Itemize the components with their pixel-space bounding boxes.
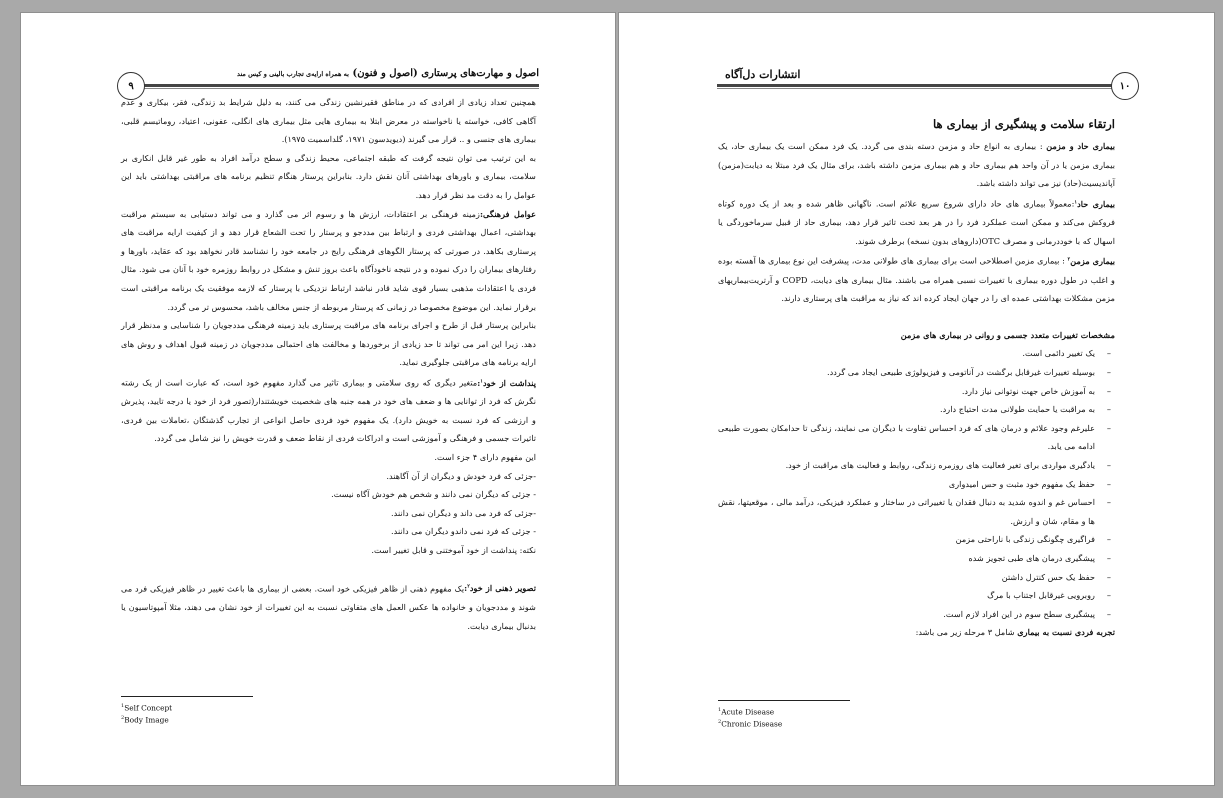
note: نکته: پنداشت از خود آموختنی و قابل تغییر است.	[371, 544, 536, 555]
header-rule	[135, 84, 539, 87]
paragraph-chronic: بیماری مزمن$^۲$ : بیماری مزمن اصطلاحی است برای بیماری های طولانی مدت، پیشرفت این نوع بیماری ها آهسته بوده و اغلب در طول دوره بیماری با تغییرات نسبی همراه می باشند. مثال بیماری های دیابت، COPD و آرتریت‌بیماریهای مزمن مشکلات بهداشتی عمده ای را در جهان ایجاد کرده اند که نیاز به مراقبت های پرستاری دارند.	[718, 256, 1115, 304]
list-item: – به آموزش خاص جهت نوتوانی نیاز دارد.	[718, 382, 1115, 401]
paragraph: همچنین تعداد زیادی از افرادی که در مناطق فقیرنشین زندگی می کنند، به دلیل شرایط بد زندگی، فقر، بیکاری و عدم آگاهی کافی، خواسته یا ناخواسته در معرض ابتلا به بیماری هایی مثل بیماری های انگلی، عفونی، اعتیاد، روماتیسم قلبی، بیماری های جنسی و .. قرار می گیرند (دیویدسون ۱۹۷۱، گلداسمیت ۱۹۷۵).	[121, 97, 536, 145]
header-rule	[717, 84, 1121, 87]
paragraph-body-image: تصویر ذهنی از خود$^۲$:یک مفهوم ذهنی از ظاهر فیزیکی خود است. بعضی از بیماری ها باعث تغییر در ظاهر فیزیکی فرد می شوند و مددجویان و خانواده ها عکس العمل های متفاوتی نسبت به این تغییرات از خود نشان می دهند، مثلا آمپوتاسیون یا بدنبال بیماری دیابت.	[121, 583, 536, 631]
footnote: $^2$Chronic Disease	[718, 719, 783, 729]
footnote-rule	[121, 696, 253, 697]
header-title	[237, 68, 539, 79]
footnote: $^2$Body Image	[121, 715, 169, 725]
paragraph-acute-chronic: بیماری حاد و مزمن : بیماری به انواع حاد و مزمن دسته بندی می گردد. یک فرد ممکن است یک بیماری حاد، یک بیماری مزمن یا در آن واحد هم بیماری حاد و هم بیماری مزمن داشته باشد، برای مثال یک فرد مبتلا به دیابت(مزمن) آپاندیسیت(حاد) نیز می تواند داشته باشد.	[718, 141, 1115, 189]
list-item: - جزئی که دیگران نمی دانند و شخص هم خودش آگاه نیست.	[331, 489, 536, 500]
list-item: – پیشگیری سطح سوم در این افراد لازم است.	[718, 605, 1115, 624]
list-item: – پیشگیری درمان های طبی تجویز شده	[718, 549, 1115, 568]
footnotes	[718, 700, 850, 730]
list-item: – بوسیله تغییرات غیرقابل برگشت در آناتومی و فیزیولوژی طبیعی ایجاد می گردد.	[718, 363, 1115, 382]
paragraph: به این ترتیب می توان نتیجه گرفت که طبقه اجتماعی، محیط زندگی و سطح درآمد افراد به طور غیر قابل انکاری بر سلامت، بیماری و باورهای بهداشتی آنان نقش دارد. بنابراین پرستار هنگام تنظیم برنامه های مراقبتی بهداشتی باید این عوامل را به دقت مد نظر قرار دهد.	[121, 152, 536, 200]
header-title-main: اصول و مهارت‌های پرستاری (اصول و فنون)	[352, 68, 539, 79]
header-title: انتشارات دل‌آگاه	[725, 68, 801, 81]
page-number: ۹	[117, 72, 145, 100]
list-item: – به مراقبت یا حمایت طولانی مدت احتیاج دارد.	[718, 400, 1115, 419]
page-right	[618, 12, 1215, 786]
footnotes	[121, 696, 253, 726]
list-item: – روبرویی غیرقابل اجتناب با مرگ	[718, 586, 1115, 605]
header-subtitle: به همراه ارایه‌ی تجارب بالینی و کیس مند	[237, 70, 349, 78]
list-item: – علیرغم وجود علائم و درمان های که فرد احساس تفاوت با دیگران می نمایند، زندگی تا حدامکان بصورت طبیعی ادامه می یابد.	[718, 419, 1115, 456]
footnote: $^1$Acute Disease	[718, 707, 775, 717]
list-item: – یادگیری مواردی برای تغیر فعالیت های روزمره زندگی، روابط و فعالیت های مراقبت از خود.	[718, 456, 1115, 475]
section-title: ارتقاء سلامت و پیشگیری از بیماری ها	[933, 117, 1115, 131]
page-body	[718, 113, 1115, 642]
list-item: – حفظ یک حس کنترل داشتن	[718, 568, 1115, 587]
paragraph-experience: تجربه فردی نسبت به بیماری شامل ۳ مرحله زیر می باشد:	[915, 627, 1115, 638]
term: بیماری مزمن$^۲$	[1067, 256, 1115, 267]
paragraph-culture: عوامل فرهنگی:زمینه فرهنگی بر اعتقادات، ارزش ها و رسوم اثر می گذارد و می تواند دستیابی به سیستم مراقبت بهداشتی، اعمال بهداشتی فردی و ارتباط بین مددجو و پرستار را تحت الشعاع قرار دهد و از کیفیت ارایه مراقبت های پرستاری بکاهد. در صورتی که پرستار الگوهای فرهنگی رایج در جامعه خود را نشناسد قادر نخواهد بود که عقاید، باورها و رفتارهای بیماران را درک نموده و در نتیجه ناخودآگاه باعث بروز تنش و مشکل در روابط روزمره خود با آنان می شود. مثال فردی یا اعتقادات مذهبی بسیار قوی شاید قادر نباشد ارتباط نزدیکی با پرستار که لازمه موفقیت یک برنامه مراقبتی است برقرار نماید. این موضوع مخصوصا در زمانی که پرستار مربوطه از جنس مخالف باشد، محسوس تر می گردد.	[121, 208, 536, 312]
list-item: - جزئی که فرد نمی داندو دیگران می دانند.	[391, 526, 536, 537]
list-item: -جزئی که فرد خودش و دیگران از آن آگاهند.	[386, 470, 536, 481]
term: بیماری حاد و مزمن	[1046, 141, 1115, 151]
paragraph-acute: بیماری حاد$^۱$:معمولاً بیماری های حاد دارای شروع سریع علائم است. ناگهانی ظاهر شده و بعد از یک دوره کوتاه فروکش می‌کند و ممکن است عملکرد فرد را در هر بعد تحت تاثیر قرار دهد، بیماری حاد از قبیل سرماخوردگی یا اسهال که با خوددرمانی و مصرف OTC(داروهای بدون نسخه) برطرف شوند.	[718, 198, 1115, 246]
paragraph: بنابراین پرستار قبل از طرح و اجرای برنامه های مراقبت پرستاری باید زمینه فرهنگی مددجویان را شناسایی و مدنظر قرار دهد. زیرا این امر می تواند تا حد زیادی از برخوردها و مخالفت های احتمالی مددجویان در زمینه قبول اهداف و روش های ارایه برنامه های مراقبتی جلوگیری نماید.	[121, 320, 536, 368]
footnote: $^1$Self Concept	[121, 703, 173, 713]
header-rule-thin	[135, 88, 539, 89]
list-item: – فراگیری چگونگی زندگی با ناراحتی مزمن	[718, 530, 1115, 549]
page-header	[117, 60, 539, 92]
page-body	[121, 93, 536, 635]
list-item: – احساس غم و اندوه شدید به دنبال فقدان یا تغییراتی در ساختار و عملکرد فیزیکی، درآمد مالی ، موقعیتها، نقش ها و مقام، شان و ارزش.	[718, 493, 1115, 530]
list-item: – حفظ یک مفهوم خود مثبت و حس امیدواری	[718, 475, 1115, 494]
list-item: -جزئی که فرد می داند و دیگران نمی دانند.	[391, 507, 536, 518]
list-title: مشخصات تغییرات متعدد جسمی و روانی در بیماری های مزمن	[900, 329, 1115, 340]
footnote-rule	[718, 700, 850, 701]
paragraph: این مفهوم دارای ۴ جزء است.	[434, 452, 536, 463]
term: تجربه فردی نسبت به بیماری	[1017, 627, 1115, 638]
list-item: – یک تغییر دائمی است.	[718, 344, 1115, 363]
header-rule-thin	[717, 88, 1121, 89]
paragraph-self-concept: پنداشت از خود$^۱$:متغیر دیگری که روی سلامتی و بیماری تاثیر می گذارد مفهوم خود است، که عبارت است از یک رشته نگرش که فرد از توانایی ها و ضعف های خود در همه جنبه های شخصیت خویشتندار(تصور فرد از خود یا درجه تایید، پذیرش و ارزشی که فرد نسبت به خویش دارد). یک مفهوم خود فردی حاصل انواعی از تجارب گذشتگان ،تعاملات بین فردی، تاثیرات جسمی و فرهنگی و آموزشی است و ادراکات فردی از نقاط ضعف و قدرت خویش را نیز شامل می گردد.	[121, 377, 536, 444]
page-header	[717, 60, 1139, 92]
term: بیماری حاد$^۱$	[1074, 198, 1115, 209]
term: عوامل فرهنگی:	[479, 208, 536, 219]
term: تصویر ذهنی از خود$^۲$:	[464, 583, 536, 594]
term: پنداشت از خود$^۱$:	[477, 377, 536, 388]
page-left	[20, 12, 616, 786]
page-number: ۱۰	[1111, 72, 1139, 100]
